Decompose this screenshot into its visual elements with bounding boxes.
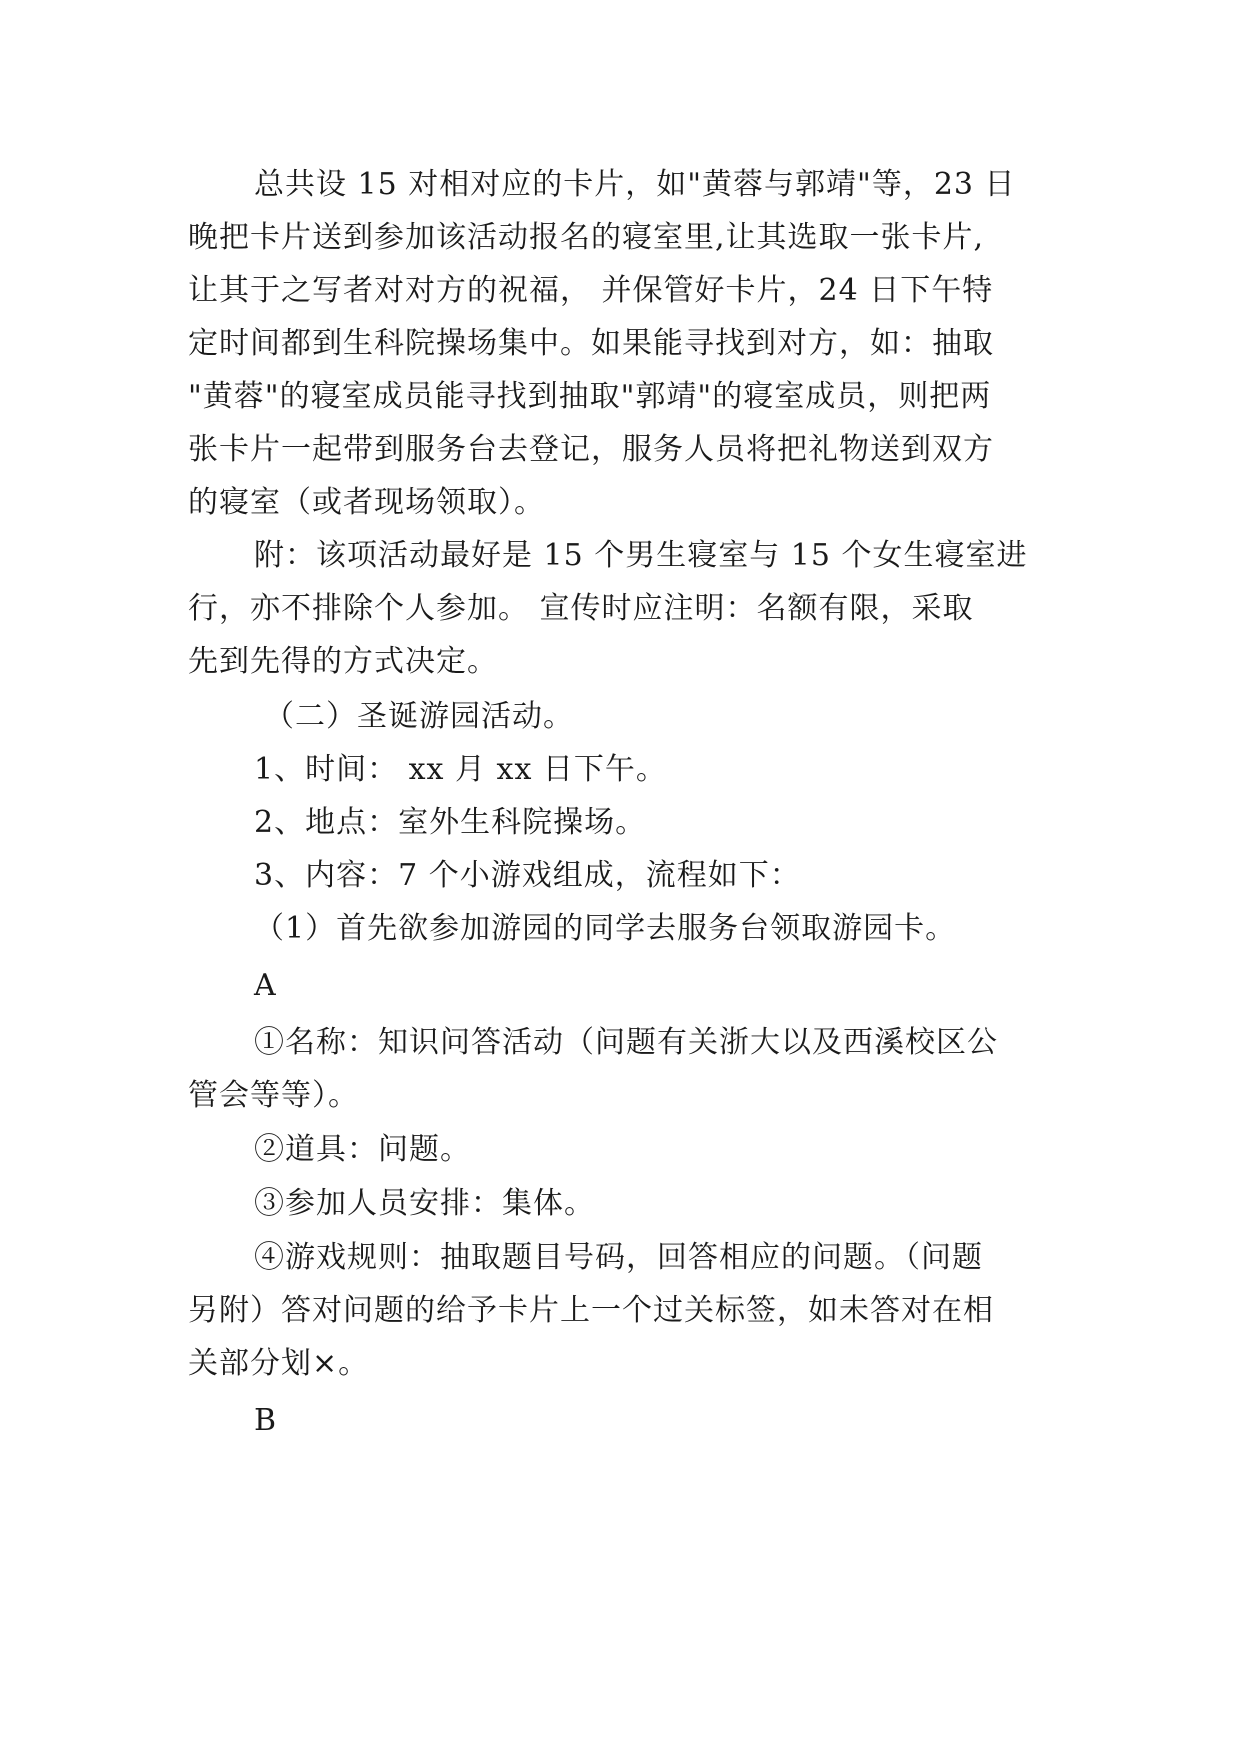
paragraph-2-line-3: 先到先得的方式决定。 <box>188 644 498 679</box>
item-content: 3、内容：7 个小游戏组成，流程如下： <box>254 858 801 893</box>
paragraph-1-line-6: 张卡片一起带到服务台去登记，服务人员将把礼物送到双方 <box>188 432 994 467</box>
paragraph-1-line-3: 让其于之写者对对方的祝福， 并保管好卡片，24 日下午特 <box>188 273 994 308</box>
item-time: 1、时间： xx 月 xx 日下午。 <box>254 752 667 787</box>
game-a-rules-line-2: 另附）答对问题的给予卡片上一个过关标签，如未答对在相 <box>188 1293 994 1328</box>
game-a-participants: ③参加人员安排：集体。 <box>254 1186 595 1221</box>
game-a-rules-line-1: ④游戏规则：抽取题目号码，回答相应的问题。（问题 <box>254 1240 983 1275</box>
paragraph-2-line-1: 附：该项活动最好是 15 个男生寝室与 15 个女生寝室进 <box>254 538 1028 573</box>
game-a-name-line-2: 管会等等）。 <box>188 1078 359 1113</box>
paragraph-1-line-5: "黄蓉"的寝室成员能寻找到抽取"郭靖"的寝室成员，则把两 <box>188 379 992 414</box>
section-heading: （二）圣诞游园活动。 <box>264 699 574 734</box>
step-1: （1）首先欲参加游园的同学去服务台领取游园卡。 <box>254 911 957 946</box>
item-location: 2、地点：室外生科院操场。 <box>254 805 647 840</box>
paragraph-1-line-1: 总共设 15 对相对应的卡片，如"黄蓉与郭靖"等，23 日 <box>254 167 1016 202</box>
game-a-name-line-1: ①名称：知识问答活动（问题有关浙大以及西溪校区公 <box>254 1025 998 1060</box>
game-b-label: B <box>254 1403 278 1438</box>
paragraph-1-line-7: 的寝室（或者现场领取）。 <box>188 485 545 520</box>
game-a-rules-line-3: 关部分划×。 <box>188 1346 370 1381</box>
paragraph-1-line-2: 晚把卡片送到参加该活动报名的寝室里,让其选取一张卡片, <box>188 220 985 255</box>
paragraph-2-line-2: 行，亦不排除个人参加。 宣传时应注明：名额有限，采取 <box>188 591 974 626</box>
game-a-label: A <box>254 968 277 1003</box>
paragraph-1-line-4: 定时间都到生科院操场集中。如果能寻找到对方，如：抽取 <box>188 326 994 361</box>
game-a-props: ②道具：问题。 <box>254 1132 471 1167</box>
